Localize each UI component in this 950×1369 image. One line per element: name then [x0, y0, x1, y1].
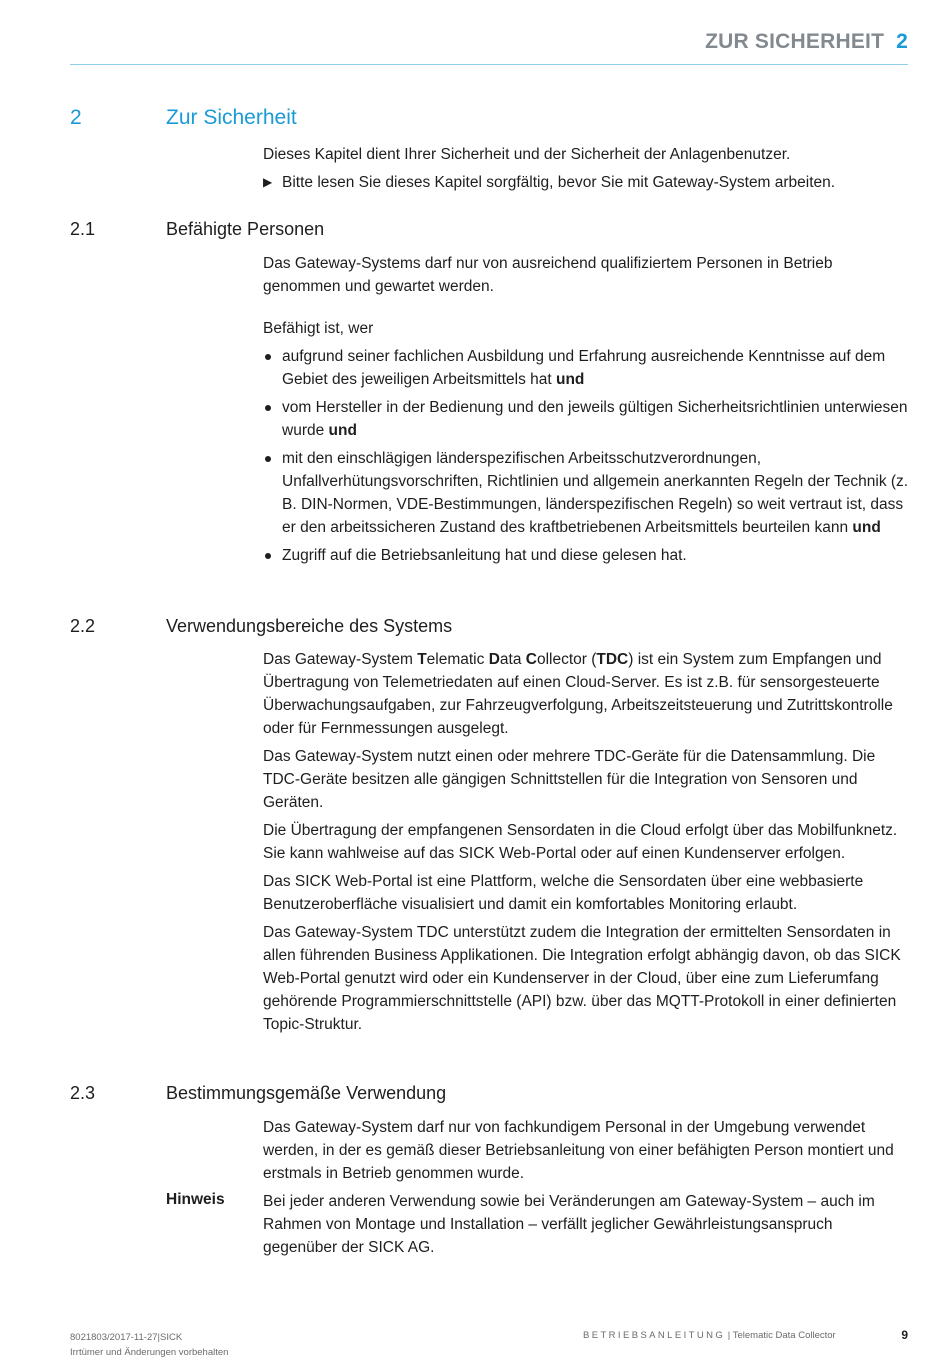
paragraph: Das Gateway-System nutzt einen oder mehrere TDC-Geräte für die Datensammlung. Die TDC-Geräte besitzen alle gängigen Schnittstellen für die Integration von Sensoren und Geräten. — [263, 748, 876, 811]
running-header-title: ZUR SICHERHEIT — [705, 30, 885, 53]
section-2-3-body — [263, 1116, 909, 1259]
header-divider — [70, 64, 908, 65]
bullet-icon — [265, 354, 271, 360]
paragraph: Das Gateway-System TDC unterstützt zudem die Integration der ermittelten Sensordaten in allen führenden Business Applikationen. Die Integration erfolgt abhängig davon, ob das SICK Web-Portal genutzt wird oder ein Kundenserver in der Cloud, über eine zum Lieferumfang gehörende Programmierschnittstelle (API) bzw. über das MQTT-Protokoll in einer definierten Topic-Struktur. — [263, 924, 901, 1033]
list-item: vom Hersteller in der Bedienung und den jeweils gültigen Sicherheitsrichtlinien unterwiesen wurde und — [263, 396, 909, 442]
section-2-1-number: 2.1 — [70, 219, 96, 239]
chapter-intro-block — [263, 143, 909, 194]
bullet-icon — [265, 405, 271, 411]
running-header-chapter: 2 — [896, 30, 908, 53]
requirements-list — [263, 345, 909, 567]
footer-doc-type: BETRIEBSANLEITUNG | Telematic Data Collector — [583, 1330, 836, 1341]
list-item: aufgrund seiner fachlichen Ausbildung und Erfahrung ausreichende Kenntnisse auf dem Gebiet des jeweiligen Arbeitsmittels hat und — [263, 345, 909, 391]
footer-disclaimer: Irrtümer und Änderungen vorbehalten — [70, 1347, 229, 1358]
paragraph: Das Gateway-System Telematic Data Collector (TDC) ist ein System zum Empfangen und Übertragung von Telemetriedaten auf einen Cloud-Server. Es ist z.B. für sensorgesteuerte Überwachungsaufgaben, zur Fahrzeugverfolgung, Arbeitszeitsteuerung und Zutrittskontrolle oder für Fernmessungen ausgelegt. — [263, 651, 893, 737]
note-label: Hinweis — [166, 1191, 225, 1208]
bullet-icon — [265, 456, 271, 462]
instruction-text: Bitte lesen Sie dieses Kapitel sorgfältig, bevor Sie mit Gateway-System arbeiten. — [282, 174, 836, 191]
note-text: Bei jeder anderen Verwendung sowie bei Veränderungen am Gateway-System – auch im Rahmen von Montage und Installation – verfällt jeglicher Gewährleistungsanspruch gegenüber der SICK AG. — [263, 1193, 875, 1256]
instruction-step — [263, 171, 909, 194]
section-2-2-title: Verwendungsbereiche des Systems — [166, 616, 453, 636]
chapter-number: 2 — [70, 106, 82, 129]
section-2-3-number: 2.3 — [70, 1083, 96, 1103]
footer-doc-info — [70, 1330, 228, 1360]
footer-doc-number: 8021803/2017-11-27|SICK — [70, 1332, 183, 1343]
bullet-icon — [265, 553, 271, 559]
section-2-1-title: Befähigte Personen — [166, 219, 325, 239]
page-number: 9 — [901, 1328, 908, 1342]
running-header — [705, 30, 908, 54]
paragraph: Befähigt ist, wer — [263, 320, 374, 337]
section-2-1-body — [263, 252, 909, 572]
paragraph: Die Übertragung der empfangenen Sensordaten in die Cloud erfolgt über das Mobilfunknetz. Sie kann wahlweise auf das SICK Web-Portal oder auf einen Kundenserver erfolgen. — [263, 822, 898, 862]
paragraph: Das Gateway-Systems darf nur von ausreichend qualifiziertem Personen in Betrieb genommen und gewartet werden. — [263, 255, 833, 295]
arrow-right-icon: ▶ — [263, 175, 273, 189]
chapter-title: Zur Sicherheit — [166, 106, 297, 129]
chapter-intro: Dieses Kapitel dient Ihrer Sicherheit und der Sicherheit der Anlagenbenutzer. — [263, 146, 791, 163]
list-item: Zugriff auf die Betriebsanleitung hat und diese gelesen hat. — [263, 544, 909, 567]
paragraph: Das Gateway-System darf nur von fachkundigem Personal in der Umgebung verwendet werden, in der es gemäß dieser Betriebsanleitung von einer befähigten Person montiert und erstmals in Betrieb genommen wurde. — [263, 1119, 894, 1182]
section-2-2-number: 2.2 — [70, 616, 96, 636]
list-item: mit den einschlägigen länderspezifischen Arbeitsschutzverordnungen, Unfallverhütungsvorschriften, Richtlinien und allgemein anerkannten Regeln der Technik (z. B. DIN-Normen, VDE-Bestimmungen, länderspezifischen Regeln) so weit vertraut ist, dass er den arbeitssicheren Zustand des kraftbetriebenen Arbeitsmittels beurteilen kann und — [263, 447, 909, 539]
section-2-2-body — [263, 648, 909, 1036]
section-2-3-title: Bestimmungsgemäße Verwendung — [166, 1083, 447, 1103]
paragraph: Das SICK Web-Portal ist eine Plattform, welche die Sensordaten über eine webbasierte Benutzeroberfläche visualisiert und damit ein komfortables Monitoring erlaubt. — [263, 873, 864, 913]
